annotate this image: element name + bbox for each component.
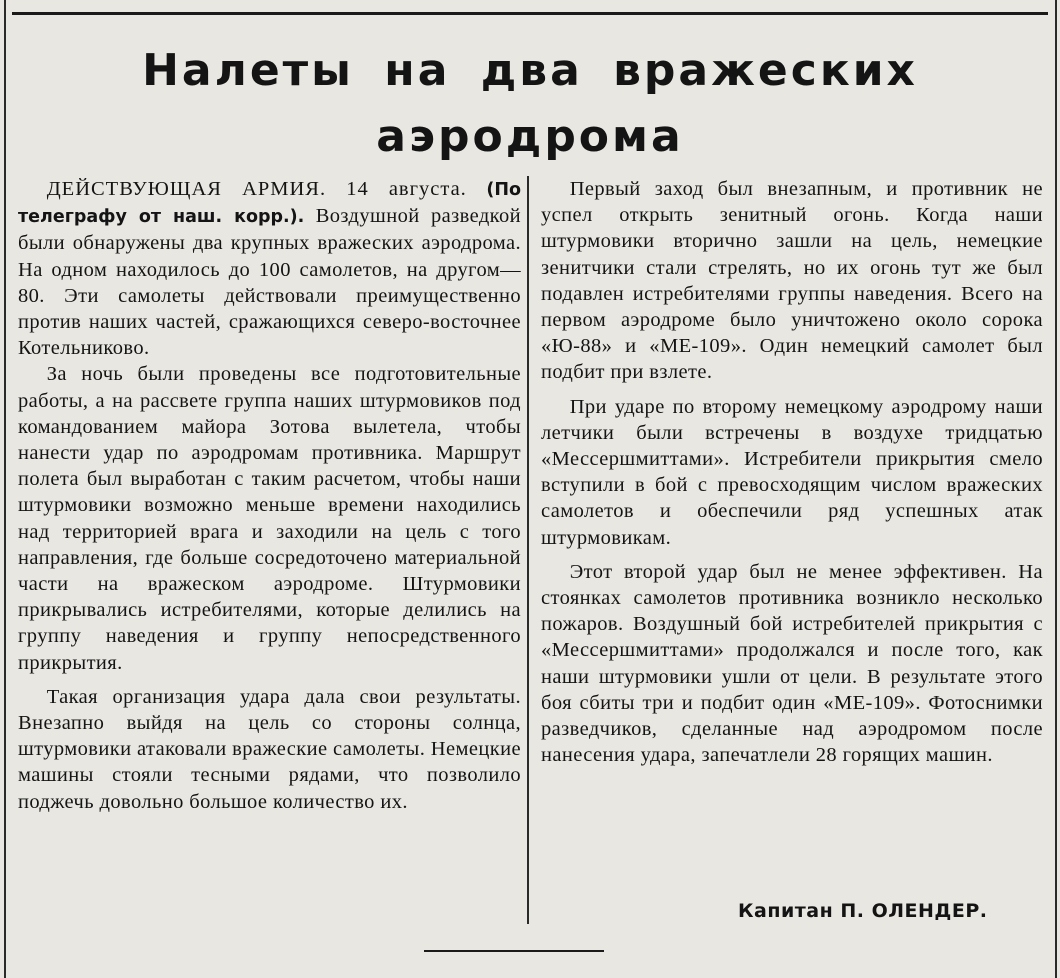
paragraph-5: При ударе по второму немецкому аэродрому наши летчики были встречены в воздухе тридцатью «Мессершмиттами». Истребители прикрытия смело вступили в бой с превосходящим числом вражеских самолетов и обеспечили ряд успешных атак штурмовикам. <box>541 395 1043 549</box>
article-column-right <box>541 176 1043 768</box>
paragraph-6: Этот второй удар был не менее эффективен. На стоянках самолетов противника возникло несколько пожаров. Воздушный бой истребителей прикрытия с «Мессершмиттами» продолжался и после того, как наши штурмовики ушли от цели. В результате этого боя сбиты три и подбит один «МЕ-109». Фотоснимки разведчиков, сделанные над аэродромом после нанесения удара, запечатлели 28 горящих машин. <box>541 560 1043 767</box>
paragraph-1-text: Воздушной разведкой были обнаружены два крупных вражеских аэродрома. На одном находилось до 100 самолетов, на другом—80. Эти самолеты действовали преимущественно против наших частей, сражающихся северо-восточнее Котельниково. <box>18 205 521 360</box>
headline-line-2: аэродрома <box>376 111 684 162</box>
top-border-rule <box>12 12 1048 15</box>
paragraph-2: За ночь были проведены все подготовительные работы, а на рассвете группа наших штурмовиков под командованием майора Зотова вылетела, чтобы нанести удар по аэродромам противника. Маршрут полета был выработан с таким расчетом, чтобы наши штурмовики возможно меньше времени находились над территорией врага и заходили на цель с того направления, где больше сосредоточено материальной части на вражеском аэродроме. Штурмовики прикрывались истребителями, которые делились на группу наведения и группу непосредственного прикрытия. <box>18 363 521 674</box>
author-signature: Капитан П. ОЛЕНДЕР. <box>738 900 988 922</box>
source-credit: (По телеграфу от наш. корр.). <box>18 180 522 228</box>
article-column-left <box>18 176 521 815</box>
paragraph-1 <box>18 176 521 361</box>
bottom-separator-rule <box>424 950 604 952</box>
column-divider <box>527 176 529 924</box>
paragraph-3: Такая организация удара дала свои результаты. Внезапно выйдя на цель со стороны солнца, штурмовики атаковали вражеские самолеты. Немецкие машины стояли тесными рядами, что позволило поджечь довольно большое количество их. <box>18 685 521 813</box>
article-headline <box>0 38 1060 170</box>
dateline: ДЕЙСТВУЮЩАЯ АРМИЯ. 14 августа. <box>46 178 467 200</box>
paragraph-4: Первый заход был внезапным, и противник не успел открыть зенитный огонь. Когда наши штурмовики вторично зашли на цель, немецкие зенитчики стали стрелять, но их огонь тут же был подавлен истребителями группы наведения. Всего на первом аэродроме было уничтожено около сорока «Ю-88» и «МЕ-109». Один немецкий самолет был подбит при взлете. <box>541 178 1043 384</box>
headline-line-1: Налеты на два вражеских <box>142 45 918 96</box>
